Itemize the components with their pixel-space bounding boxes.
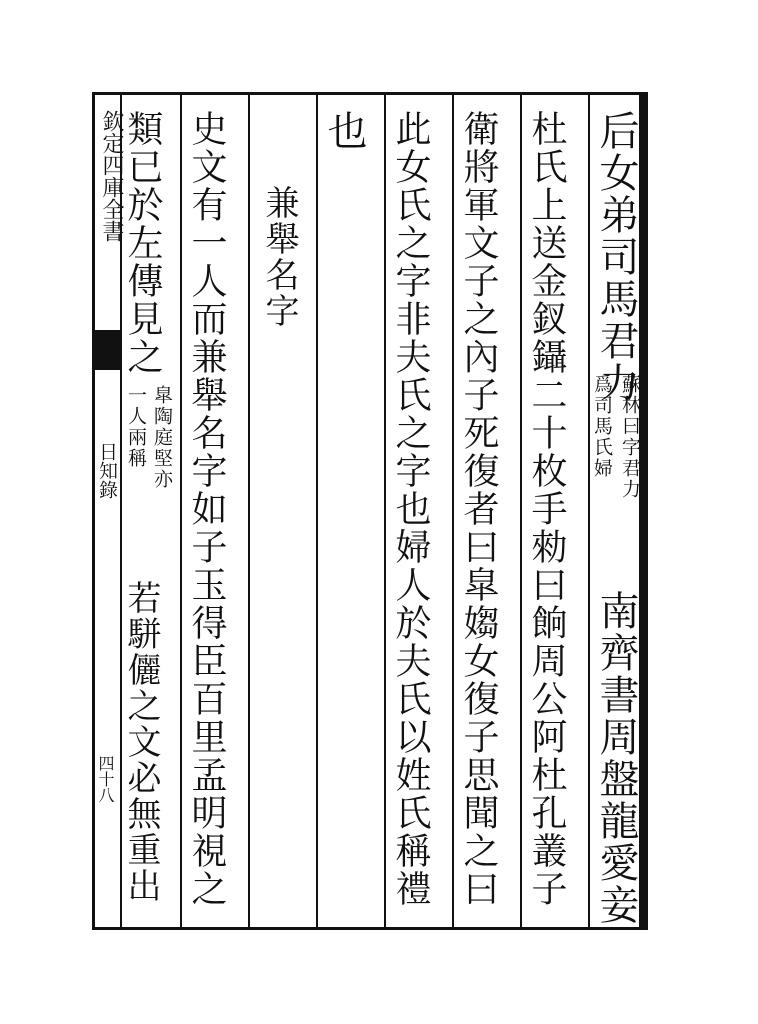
annotation-8a: 皐陶庭堅亦 bbox=[151, 385, 173, 490]
text-column-1-bottom: 南齊書周盤龍愛妾 bbox=[593, 590, 639, 926]
annotation-1a: 蘇林曰字君力 bbox=[619, 374, 641, 500]
page-number: 四十八 bbox=[96, 755, 115, 803]
text-column-8-bottom: 若駢儷之文必無重出 bbox=[121, 580, 161, 904]
section-heading: 兼舉名字 bbox=[259, 185, 299, 329]
edge-title: 欽定四庫全書 bbox=[99, 110, 124, 242]
column-rule bbox=[520, 95, 522, 927]
text-column-2: 杜氏上送金釵鑷二十枚手勑曰餉周公阿杜孔叢子 bbox=[526, 110, 567, 908]
annotation-8b: 一人兩稱 bbox=[125, 385, 147, 469]
text-column-4: 此女氏之字非夫氏之字也婦人於夫氏以姓氏稱禮 bbox=[390, 110, 431, 908]
text-column-5: 也 bbox=[321, 110, 367, 152]
column-rule bbox=[452, 95, 454, 927]
text-column-1-top: 后女弟司馬君力 bbox=[593, 110, 639, 404]
annotation-1b: 爲司馬氏婦 bbox=[591, 374, 613, 479]
text-column-3: 衛將軍文子之內子死復者曰皐媰女復子思聞之曰 bbox=[458, 110, 499, 908]
page-border-right bbox=[642, 92, 648, 930]
text-column-8-top: 類已於左傳見之 bbox=[122, 110, 163, 376]
fishtail-mark bbox=[92, 330, 122, 370]
column-rule bbox=[316, 95, 318, 927]
column-rule bbox=[384, 95, 386, 927]
column-rule bbox=[180, 95, 182, 927]
side-title: 日知錄 bbox=[96, 442, 118, 499]
text-column-7: 史文有一人而兼舉名字如子玉得臣百里孟明視之 bbox=[186, 110, 227, 908]
column-rule bbox=[588, 95, 590, 927]
column-rule bbox=[248, 95, 250, 927]
